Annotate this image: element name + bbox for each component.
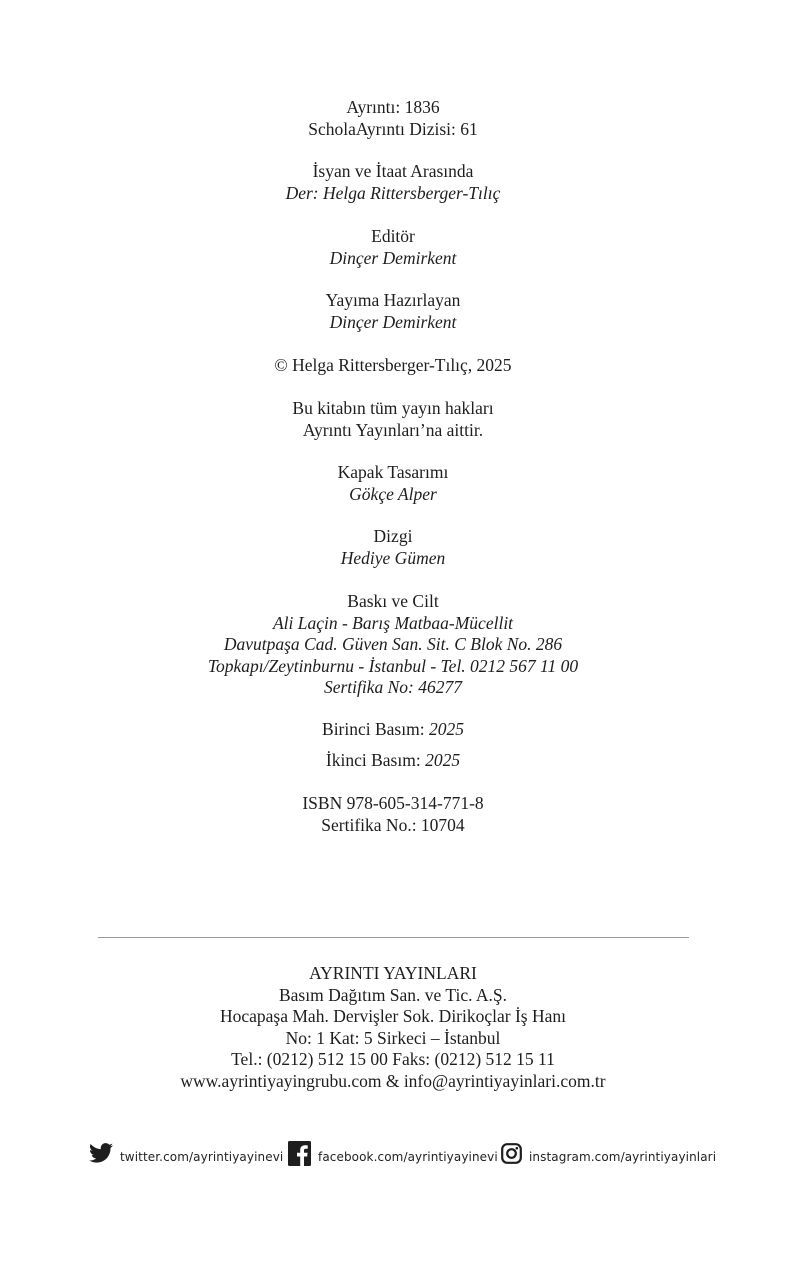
publisher-name: AYRINTI YAYINLARI xyxy=(309,963,477,983)
twitter-url[interactable]: twitter.com/ayrintiyayinevi xyxy=(120,1150,284,1164)
second-edition-year: 2025 xyxy=(425,750,461,770)
second-edition-block xyxy=(0,750,786,772)
series-name: ScholaAyrıntı Dizisi: 61 xyxy=(308,118,478,139)
facebook-icon xyxy=(288,1141,311,1166)
publisher-address-1: Hocapaşa Mah. Dervişler Sok. Dirikoçlar İş Hanı xyxy=(219,1006,566,1026)
first-edition-year: 2025 xyxy=(428,719,464,739)
printing-line: Sertifika No: 46277 xyxy=(323,677,463,697)
instagram-link[interactable] xyxy=(501,1139,716,1167)
printing-label: Baskı ve Cilt xyxy=(347,591,439,611)
cover-design-name: Gökçe Alper xyxy=(349,483,437,504)
rights-block xyxy=(0,398,786,441)
prepared-by-name: Dinçer Demirkent xyxy=(329,311,457,332)
printing-line: Davutpaşa Cad. Güven San. Sit. C Blok No. 286 xyxy=(223,634,563,654)
instagram-icon xyxy=(501,1143,522,1164)
prepared-by-block xyxy=(0,290,786,333)
publisher-block xyxy=(0,963,786,1092)
first-edition-block xyxy=(0,719,786,741)
isbn-block xyxy=(0,793,786,836)
divider xyxy=(98,937,689,938)
twitter-icon xyxy=(89,1143,113,1163)
rights-line-1: Bu kitabın tüm yayın hakları xyxy=(292,398,494,418)
copyright-line: © Helga Rittersberger-Tılıç, 2025 xyxy=(274,355,512,375)
cover-design-label: Kapak Tasarımı xyxy=(337,462,449,482)
prepared-by-label: Yayıma Hazırlayan xyxy=(325,290,461,310)
series-number: Ayrıntı: 1836 xyxy=(346,97,440,117)
book-editor-line: Der: Helga Rittersberger-Tılıç xyxy=(285,182,501,203)
twitter-link[interactable] xyxy=(89,1139,283,1167)
publisher-web: www.ayrintiyayingrubu.com & info@ayrintiyayinlari.com.tr xyxy=(180,1070,606,1091)
facebook-link[interactable] xyxy=(288,1139,498,1167)
series-block xyxy=(0,97,786,140)
book-title: İsyan ve İtaat Arasında xyxy=(312,161,474,181)
rights-line-2: Ayrıntı Yayınları’na aittir. xyxy=(302,419,484,440)
typesetting-name: Hediye Gümen xyxy=(340,547,446,568)
editor-name: Dinçer Demirkent xyxy=(329,247,457,268)
printing-line: Topkapı/Zeytinburnu - İstanbul - Tel. 0212 567 11 00 xyxy=(207,655,579,676)
first-edition-line xyxy=(0,719,786,741)
publisher-address-2: No: 1 Kat: 5 Sirkeci – İstanbul xyxy=(285,1027,501,1048)
second-edition-line xyxy=(0,750,786,772)
printing-block xyxy=(0,591,786,699)
typesetting-label: Dizgi xyxy=(373,526,413,546)
editor-label: Editör xyxy=(371,226,415,246)
isbn-line: ISBN 978-605-314-771-8 xyxy=(302,793,484,813)
publisher-company: Basım Dağıtım San. ve Tic. A.Ş. xyxy=(278,984,507,1005)
instagram-url[interactable]: instagram.com/ayrintiyayinlari xyxy=(529,1150,717,1164)
second-edition-label: İkinci Basım: xyxy=(325,750,421,770)
typesetting-block xyxy=(0,526,786,569)
title-block xyxy=(0,161,786,204)
certificate-line: Sertifika No.: 10704 xyxy=(321,814,465,835)
copyright-block xyxy=(0,355,786,377)
facebook-url[interactable]: facebook.com/ayrintiyayinevi xyxy=(318,1150,498,1164)
first-edition-label: Birinci Basım: xyxy=(322,719,425,739)
cover-design-block xyxy=(0,462,786,505)
printing-line: Ali Laçin - Barış Matbaa-Mücellit xyxy=(272,612,514,633)
editor-block xyxy=(0,226,786,269)
publisher-phones: Tel.: (0212) 512 15 00 Faks: (0212) 512 15 11 xyxy=(231,1049,555,1069)
